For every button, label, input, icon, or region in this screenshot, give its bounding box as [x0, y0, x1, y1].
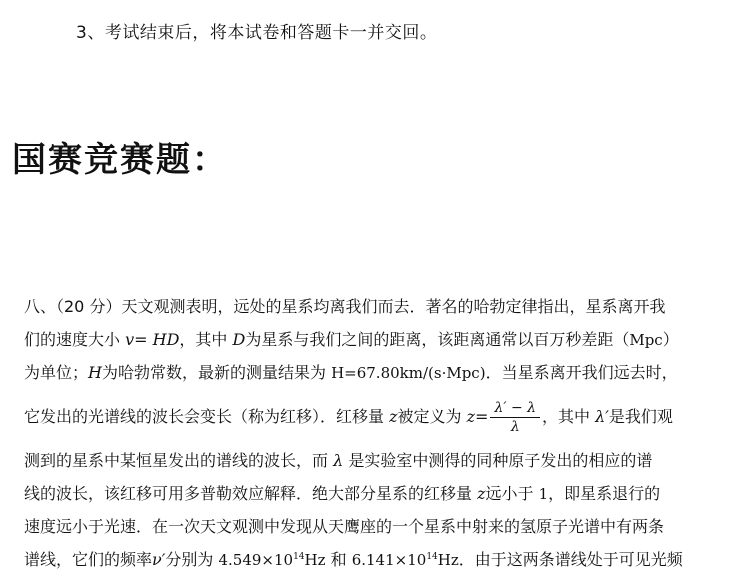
number-one: 1	[538, 485, 549, 503]
redshift-symbol: z	[477, 484, 486, 503]
text: ）	[662, 330, 679, 349]
text: ，其中	[542, 407, 596, 426]
exponent: 14	[293, 552, 305, 562]
text: 谱线，它们的频率	[24, 550, 153, 569]
fraction-denominator: λ	[510, 419, 520, 435]
text: 为单位；	[24, 363, 89, 382]
frequency-value-2	[352, 551, 459, 569]
distance-symbol: D	[232, 330, 246, 349]
fraction-numerator: λ′ − λ	[490, 399, 540, 418]
problem-line-2	[24, 323, 724, 356]
section-title: 国赛竞赛题：	[12, 140, 228, 180]
problem-line-7	[24, 510, 724, 543]
intro-line: 3、考试结束后，将本试卷和答题卡一并交回。	[76, 23, 438, 43]
problem-line-3	[24, 356, 724, 389]
text: 们的速度大小	[24, 330, 126, 349]
mantissa: 6.141×10	[351, 551, 427, 569]
problem-line-6	[24, 477, 724, 510]
unit: Hz	[437, 551, 459, 569]
text: ，即星系退行的	[548, 484, 661, 503]
text: 被定义为	[397, 407, 467, 426]
exponent: 14	[426, 552, 438, 562]
text: 速度远小于光速．在一次天文观测中发现从天鹰座的一个星系中射来的氢原子光谱中有两条	[24, 517, 665, 536]
hubble-constant-symbol: H	[88, 363, 102, 382]
text: 为星系与我们之间的距离，该距离通常以百万秒差距（	[245, 330, 630, 349]
text: 是实验室中测得的同种原子发出的相应的谱	[343, 451, 653, 470]
problem-line-4	[24, 389, 724, 444]
unit: Hz	[304, 551, 326, 569]
text: 和	[325, 550, 352, 569]
lab-wavelength-symbol: λ	[333, 451, 344, 470]
redshift-symbol: z	[389, 407, 398, 426]
text: ．当星系离开我们远去时，	[485, 363, 678, 382]
problem-line-5	[24, 444, 724, 477]
observed-wavelength-symbol: λ′	[595, 407, 609, 426]
text: ，其中	[179, 330, 233, 349]
redshift-fraction	[490, 399, 540, 436]
hubble-law-formula: v= HD	[125, 330, 180, 349]
text: 测到的星系中某恒星发出的谱线的波长，而	[24, 451, 334, 470]
text: ．由于这两条谱线处于可见光频	[458, 550, 683, 569]
problem-text	[24, 290, 724, 576]
unit-mpc: Mpc	[629, 331, 663, 349]
frequency-symbol: ν′	[152, 550, 166, 569]
problem-line-8	[24, 543, 724, 576]
text: 远小于	[485, 484, 539, 503]
problem-line-1	[24, 290, 724, 323]
frequency-value-1	[218, 551, 325, 569]
text: 是我们观	[608, 407, 673, 426]
text: 八、（20 分）天文观测表明，远处的星系均离我们而去．著名的哈勃定律指出，星系离开我	[24, 297, 666, 316]
text: 线的波长，该红移可用多普勒效应解释．绝大部分星系的红移量	[24, 484, 478, 503]
text: 它发出的光谱线的波长会变长（称为红移）．红移量	[24, 407, 390, 426]
text: 分别为	[165, 550, 219, 569]
mantissa: 4.549×10	[218, 551, 294, 569]
redshift-eq: z=	[466, 407, 489, 426]
hubble-constant-value: H=67.80km/(s·Mpc)	[331, 364, 486, 382]
text: 为哈勃常数，最新的测量结果为	[101, 363, 332, 382]
